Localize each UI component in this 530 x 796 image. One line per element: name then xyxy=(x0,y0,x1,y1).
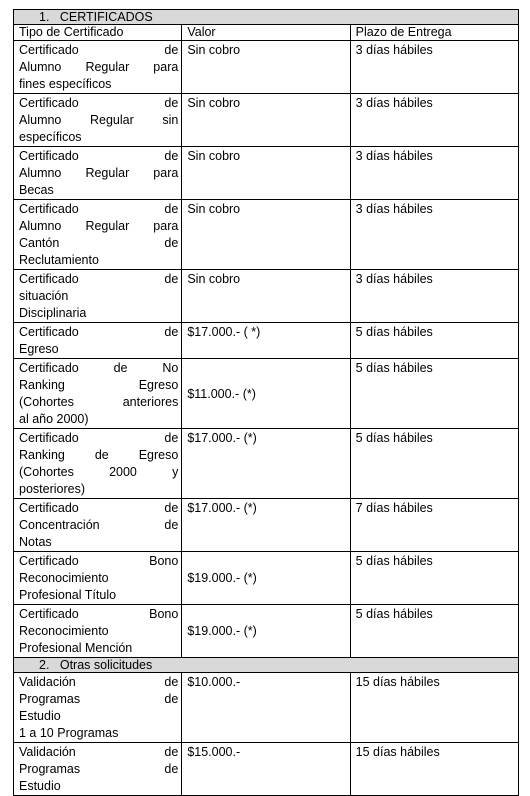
table-row xyxy=(14,673,519,743)
table-row xyxy=(14,41,519,94)
cell-delivery: 7 días hábiles xyxy=(350,499,518,552)
cell-type-line: Concentración de xyxy=(19,518,179,532)
cell-type xyxy=(14,94,182,147)
cell-delivery: 3 días hábiles xyxy=(350,147,518,200)
cell-delivery: 5 días hábiles xyxy=(350,359,518,429)
cell-delivery: 5 días hábiles xyxy=(350,552,518,605)
cell-type-line: situación xyxy=(19,289,69,303)
cell-type-line: Certificado de xyxy=(19,431,179,445)
cell-type-line: Certificado de xyxy=(19,272,179,286)
cell-delivery: 5 días hábiles xyxy=(350,323,518,359)
cell-type-line: (Cohortes 2000 y xyxy=(19,465,179,479)
cell-type-line: al año 2000) xyxy=(19,412,89,426)
other-requests-body xyxy=(14,673,519,796)
cell-delivery: 5 días hábiles xyxy=(350,605,518,658)
table-row xyxy=(14,94,519,147)
cell-type-line: Egreso xyxy=(19,342,59,356)
cell-type-line: Disciplinaria xyxy=(19,306,87,320)
cell-type xyxy=(14,200,182,270)
cell-value: Sin cobro xyxy=(182,41,350,94)
cell-type-line: Cantón de xyxy=(19,236,179,250)
header-type: Tipo de Certificado xyxy=(14,25,182,41)
cell-type xyxy=(14,605,182,658)
cell-value: Sin cobro xyxy=(182,147,350,200)
table-row xyxy=(14,323,519,359)
cell-type-line: (Cohortes anteriores xyxy=(19,395,179,409)
cell-type-line: Profesional Título xyxy=(19,588,117,602)
cell-type-line: 1 a 10 Programas xyxy=(19,726,119,740)
cell-type xyxy=(14,743,182,796)
cell-type-line: Certificado de xyxy=(19,43,179,57)
cell-type-line: Ranking Egreso xyxy=(19,378,179,392)
cell-type-line: Estudio xyxy=(19,779,61,793)
cell-type-line: Validación de xyxy=(19,675,179,689)
cell-value: $11.000.- (*) xyxy=(182,359,350,429)
cell-delivery: 3 días hábiles xyxy=(350,200,518,270)
cell-type-line: Notas xyxy=(19,535,52,549)
table-row xyxy=(14,552,519,605)
cell-delivery: 5 días hábiles xyxy=(350,429,518,499)
section-header-otras-solicitudes xyxy=(14,658,519,673)
cell-delivery: 3 días hábiles xyxy=(350,270,518,323)
cell-type-line: Reconocimiento xyxy=(19,624,109,638)
table-row xyxy=(14,429,519,499)
cell-type-line: Certificado de No xyxy=(19,361,179,375)
section-title: Otras solicitudes xyxy=(59,658,153,672)
cell-type-line: Ranking de Egreso xyxy=(19,448,179,462)
cell-type-line: fines específicos xyxy=(19,77,112,91)
cell-type-line: Programas de xyxy=(19,762,179,776)
cell-value: $19.000.- (*) xyxy=(182,605,350,658)
cell-type-line: Reclutamiento xyxy=(19,253,99,267)
cell-type xyxy=(14,270,182,323)
table-row xyxy=(14,147,519,200)
cell-value: $17.000.- (*) xyxy=(182,499,350,552)
cell-delivery: 3 días hábiles xyxy=(350,94,518,147)
certificates-body xyxy=(14,41,519,658)
cell-type-line: Certificado de xyxy=(19,501,179,515)
cell-type-line: Alumno Regular para xyxy=(19,60,179,74)
cell-value: Sin cobro xyxy=(182,200,350,270)
cell-type-line: posteriores) xyxy=(19,482,85,496)
cell-type-line: Profesional Mención xyxy=(19,641,133,655)
cell-type-line: Certificado Bono xyxy=(19,607,179,621)
header-delivery: Plazo de Entrega xyxy=(350,25,518,41)
table-row xyxy=(14,270,519,323)
header-value: Valor xyxy=(182,25,350,41)
cell-type xyxy=(14,552,182,605)
column-headers xyxy=(14,25,519,41)
table-row xyxy=(14,200,519,270)
cell-type-line: Estudio xyxy=(19,709,61,723)
cell-type-line: Programas de xyxy=(19,692,179,706)
cell-type xyxy=(14,323,182,359)
cell-type xyxy=(14,147,182,200)
cell-type-line: Validación de xyxy=(19,745,179,759)
cell-value: $17.000.- ( *) xyxy=(182,323,350,359)
cell-type xyxy=(14,359,182,429)
cell-delivery: 3 días hábiles xyxy=(350,41,518,94)
cell-value: $19.000.- (*) xyxy=(182,552,350,605)
section-header-certificados xyxy=(14,10,519,25)
cell-value: $15.000.- xyxy=(182,743,350,796)
section-number: 1. xyxy=(39,10,50,24)
cell-type-line: específicos xyxy=(19,130,82,144)
cell-value: Sin cobro xyxy=(182,270,350,323)
cell-type-line: Alumno Regular sin xyxy=(19,113,179,127)
cell-type-line: Certificado Bono xyxy=(19,554,179,568)
cell-value: $10.000.- xyxy=(182,673,350,743)
table-row xyxy=(14,499,519,552)
cell-type-line: Certificado de xyxy=(19,149,179,163)
cell-type-line: Alumno Regular para xyxy=(19,219,179,233)
section-number: 2. xyxy=(39,658,50,672)
cell-type xyxy=(14,429,182,499)
cell-type xyxy=(14,41,182,94)
cell-type-line: Becas xyxy=(19,183,54,197)
cell-type-line: Certificado de xyxy=(19,325,179,339)
section-title: CERTIFICADOS xyxy=(59,10,153,24)
table-row xyxy=(14,743,519,796)
table-row xyxy=(14,605,519,658)
cell-delivery: 15 días hábiles xyxy=(350,673,518,743)
cell-type xyxy=(14,499,182,552)
fees-table xyxy=(13,9,519,796)
cell-value: $17.000.- (*) xyxy=(182,429,350,499)
cell-delivery: 15 días hábiles xyxy=(350,743,518,796)
cell-type-line: Reconocimiento xyxy=(19,571,109,585)
cell-type xyxy=(14,673,182,743)
cell-type-line: Alumno Regular para xyxy=(19,166,179,180)
cell-value: Sin cobro xyxy=(182,94,350,147)
cell-type-line: Certificado de xyxy=(19,202,179,216)
cell-type-line: Certificado de xyxy=(19,96,179,110)
table-row xyxy=(14,359,519,429)
